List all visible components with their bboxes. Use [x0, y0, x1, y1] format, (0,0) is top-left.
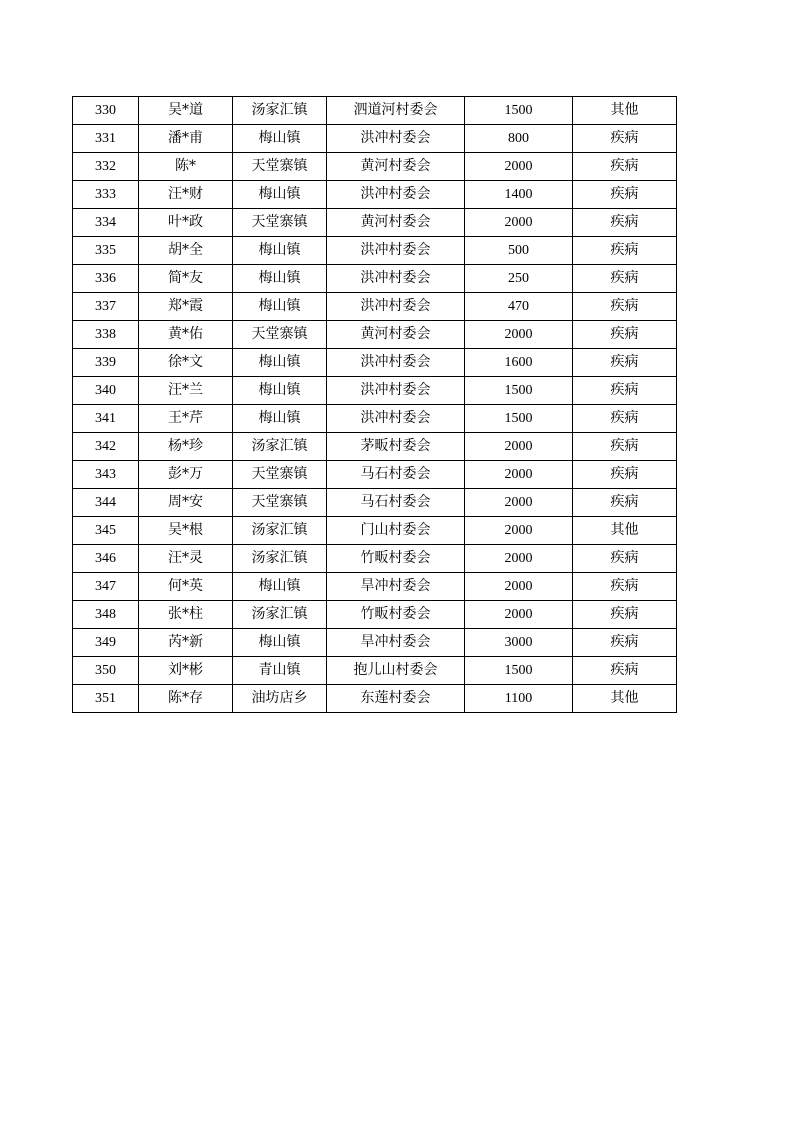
- amount-cell: 470: [465, 293, 573, 321]
- name-cell: 汪*灵: [139, 545, 233, 573]
- name-cell: 王*芹: [139, 405, 233, 433]
- name-cell: 黄*佑: [139, 321, 233, 349]
- table-row: [73, 685, 677, 713]
- amount-cell: 500: [465, 237, 573, 265]
- reason-cell: 疾病: [573, 125, 677, 153]
- name-cell: 胡*全: [139, 237, 233, 265]
- village-committee-cell: 门山村委会: [327, 517, 465, 545]
- name-cell: 芮*新: [139, 629, 233, 657]
- name-cell: 刘*彬: [139, 657, 233, 685]
- township-cell: 青山镇: [233, 657, 327, 685]
- name-cell: 简*友: [139, 265, 233, 293]
- reason-cell: 疾病: [573, 573, 677, 601]
- amount-cell: 1400: [465, 181, 573, 209]
- row-number-cell: 347: [73, 573, 139, 601]
- reason-cell: 其他: [573, 685, 677, 713]
- reason-cell: 疾病: [573, 657, 677, 685]
- row-number-cell: 349: [73, 629, 139, 657]
- table-row: [73, 601, 677, 629]
- amount-cell: 2000: [465, 489, 573, 517]
- village-committee-cell: 洪冲村委会: [327, 237, 465, 265]
- table-row: [73, 181, 677, 209]
- row-number-cell: 339: [73, 349, 139, 377]
- row-number-cell: 345: [73, 517, 139, 545]
- amount-cell: 2000: [465, 433, 573, 461]
- reason-cell: 疾病: [573, 405, 677, 433]
- village-committee-cell: 旱冲村委会: [327, 629, 465, 657]
- township-cell: 天堂寨镇: [233, 489, 327, 517]
- reason-cell: 疾病: [573, 433, 677, 461]
- township-cell: 油坊店乡: [233, 685, 327, 713]
- township-cell: 汤家汇镇: [233, 601, 327, 629]
- reason-cell: 疾病: [573, 349, 677, 377]
- amount-cell: 1500: [465, 405, 573, 433]
- village-committee-cell: 洪冲村委会: [327, 405, 465, 433]
- village-committee-cell: 竹畈村委会: [327, 545, 465, 573]
- row-number-cell: 340: [73, 377, 139, 405]
- reason-cell: 其他: [573, 97, 677, 125]
- village-committee-cell: 茅畈村委会: [327, 433, 465, 461]
- amount-cell: 2000: [465, 545, 573, 573]
- row-number-cell: 350: [73, 657, 139, 685]
- row-number-cell: 336: [73, 265, 139, 293]
- township-cell: 天堂寨镇: [233, 153, 327, 181]
- township-cell: 梅山镇: [233, 125, 327, 153]
- township-cell: 梅山镇: [233, 405, 327, 433]
- row-number-cell: 337: [73, 293, 139, 321]
- reason-cell: 疾病: [573, 181, 677, 209]
- amount-cell: 1600: [465, 349, 573, 377]
- table-row: [73, 545, 677, 573]
- table-body: [73, 97, 677, 713]
- name-cell: 杨*珍: [139, 433, 233, 461]
- table-row: [73, 433, 677, 461]
- amount-cell: 1500: [465, 97, 573, 125]
- amount-cell: 2000: [465, 601, 573, 629]
- township-cell: 梅山镇: [233, 377, 327, 405]
- township-cell: 汤家汇镇: [233, 433, 327, 461]
- row-number-cell: 346: [73, 545, 139, 573]
- reason-cell: 疾病: [573, 601, 677, 629]
- table-row: [73, 377, 677, 405]
- name-cell: 何*英: [139, 573, 233, 601]
- township-cell: 汤家汇镇: [233, 517, 327, 545]
- reason-cell: 疾病: [573, 377, 677, 405]
- township-cell: 天堂寨镇: [233, 461, 327, 489]
- row-number-cell: 343: [73, 461, 139, 489]
- relief-table: [72, 96, 677, 713]
- township-cell: 梅山镇: [233, 629, 327, 657]
- reason-cell: 其他: [573, 517, 677, 545]
- reason-cell: 疾病: [573, 489, 677, 517]
- amount-cell: 250: [465, 265, 573, 293]
- table-row: [73, 265, 677, 293]
- village-committee-cell: 洪冲村委会: [327, 265, 465, 293]
- table-row: [73, 321, 677, 349]
- row-number-cell: 335: [73, 237, 139, 265]
- reason-cell: 疾病: [573, 153, 677, 181]
- table-row: [73, 405, 677, 433]
- name-cell: 潘*甫: [139, 125, 233, 153]
- township-cell: 汤家汇镇: [233, 545, 327, 573]
- village-committee-cell: 黄河村委会: [327, 209, 465, 237]
- row-number-cell: 348: [73, 601, 139, 629]
- name-cell: 陈*: [139, 153, 233, 181]
- row-number-cell: 332: [73, 153, 139, 181]
- table-row: [73, 629, 677, 657]
- amount-cell: 2000: [465, 209, 573, 237]
- name-cell: 汪*兰: [139, 377, 233, 405]
- township-cell: 天堂寨镇: [233, 209, 327, 237]
- name-cell: 郑*霞: [139, 293, 233, 321]
- amount-cell: 3000: [465, 629, 573, 657]
- amount-cell: 2000: [465, 573, 573, 601]
- name-cell: 张*柱: [139, 601, 233, 629]
- village-committee-cell: 竹畈村委会: [327, 601, 465, 629]
- reason-cell: 疾病: [573, 629, 677, 657]
- reason-cell: 疾病: [573, 265, 677, 293]
- table-row: [73, 461, 677, 489]
- township-cell: 梅山镇: [233, 349, 327, 377]
- village-committee-cell: 洪冲村委会: [327, 349, 465, 377]
- village-committee-cell: 洪冲村委会: [327, 181, 465, 209]
- township-cell: 梅山镇: [233, 265, 327, 293]
- name-cell: 彭*万: [139, 461, 233, 489]
- table-row: [73, 657, 677, 685]
- township-cell: 梅山镇: [233, 181, 327, 209]
- reason-cell: 疾病: [573, 293, 677, 321]
- table-row: [73, 153, 677, 181]
- village-committee-cell: 马石村委会: [327, 489, 465, 517]
- name-cell: 吴*道: [139, 97, 233, 125]
- village-committee-cell: 洪冲村委会: [327, 377, 465, 405]
- table-row: [73, 209, 677, 237]
- row-number-cell: 334: [73, 209, 139, 237]
- reason-cell: 疾病: [573, 209, 677, 237]
- name-cell: 陈*存: [139, 685, 233, 713]
- village-committee-cell: 抱儿山村委会: [327, 657, 465, 685]
- township-cell: 天堂寨镇: [233, 321, 327, 349]
- amount-cell: 2000: [465, 153, 573, 181]
- township-cell: 梅山镇: [233, 293, 327, 321]
- reason-cell: 疾病: [573, 461, 677, 489]
- village-committee-cell: 马石村委会: [327, 461, 465, 489]
- row-number-cell: 341: [73, 405, 139, 433]
- name-cell: 叶*政: [139, 209, 233, 237]
- village-committee-cell: 旱冲村委会: [327, 573, 465, 601]
- village-committee-cell: 洪冲村委会: [327, 125, 465, 153]
- amount-cell: 1500: [465, 657, 573, 685]
- row-number-cell: 342: [73, 433, 139, 461]
- row-number-cell: 338: [73, 321, 139, 349]
- table-row: [73, 293, 677, 321]
- table-row: [73, 573, 677, 601]
- township-cell: 汤家汇镇: [233, 97, 327, 125]
- village-committee-cell: 东莲村委会: [327, 685, 465, 713]
- row-number-cell: 333: [73, 181, 139, 209]
- township-cell: 梅山镇: [233, 237, 327, 265]
- table-row: [73, 237, 677, 265]
- row-number-cell: 351: [73, 685, 139, 713]
- amount-cell: 2000: [465, 517, 573, 545]
- table-row: [73, 97, 677, 125]
- village-committee-cell: 洪冲村委会: [327, 293, 465, 321]
- name-cell: 吴*根: [139, 517, 233, 545]
- name-cell: 徐*文: [139, 349, 233, 377]
- reason-cell: 疾病: [573, 545, 677, 573]
- amount-cell: 1500: [465, 377, 573, 405]
- table-row: [73, 517, 677, 545]
- table-row: [73, 489, 677, 517]
- amount-cell: 2000: [465, 461, 573, 489]
- amount-cell: 2000: [465, 321, 573, 349]
- name-cell: 周*安: [139, 489, 233, 517]
- row-number-cell: 344: [73, 489, 139, 517]
- village-committee-cell: 黄河村委会: [327, 153, 465, 181]
- village-committee-cell: 黄河村委会: [327, 321, 465, 349]
- table-row: [73, 349, 677, 377]
- reason-cell: 疾病: [573, 321, 677, 349]
- table-row: [73, 125, 677, 153]
- name-cell: 汪*财: [139, 181, 233, 209]
- row-number-cell: 331: [73, 125, 139, 153]
- township-cell: 梅山镇: [233, 573, 327, 601]
- amount-cell: 1100: [465, 685, 573, 713]
- row-number-cell: 330: [73, 97, 139, 125]
- reason-cell: 疾病: [573, 237, 677, 265]
- amount-cell: 800: [465, 125, 573, 153]
- village-committee-cell: 泗道河村委会: [327, 97, 465, 125]
